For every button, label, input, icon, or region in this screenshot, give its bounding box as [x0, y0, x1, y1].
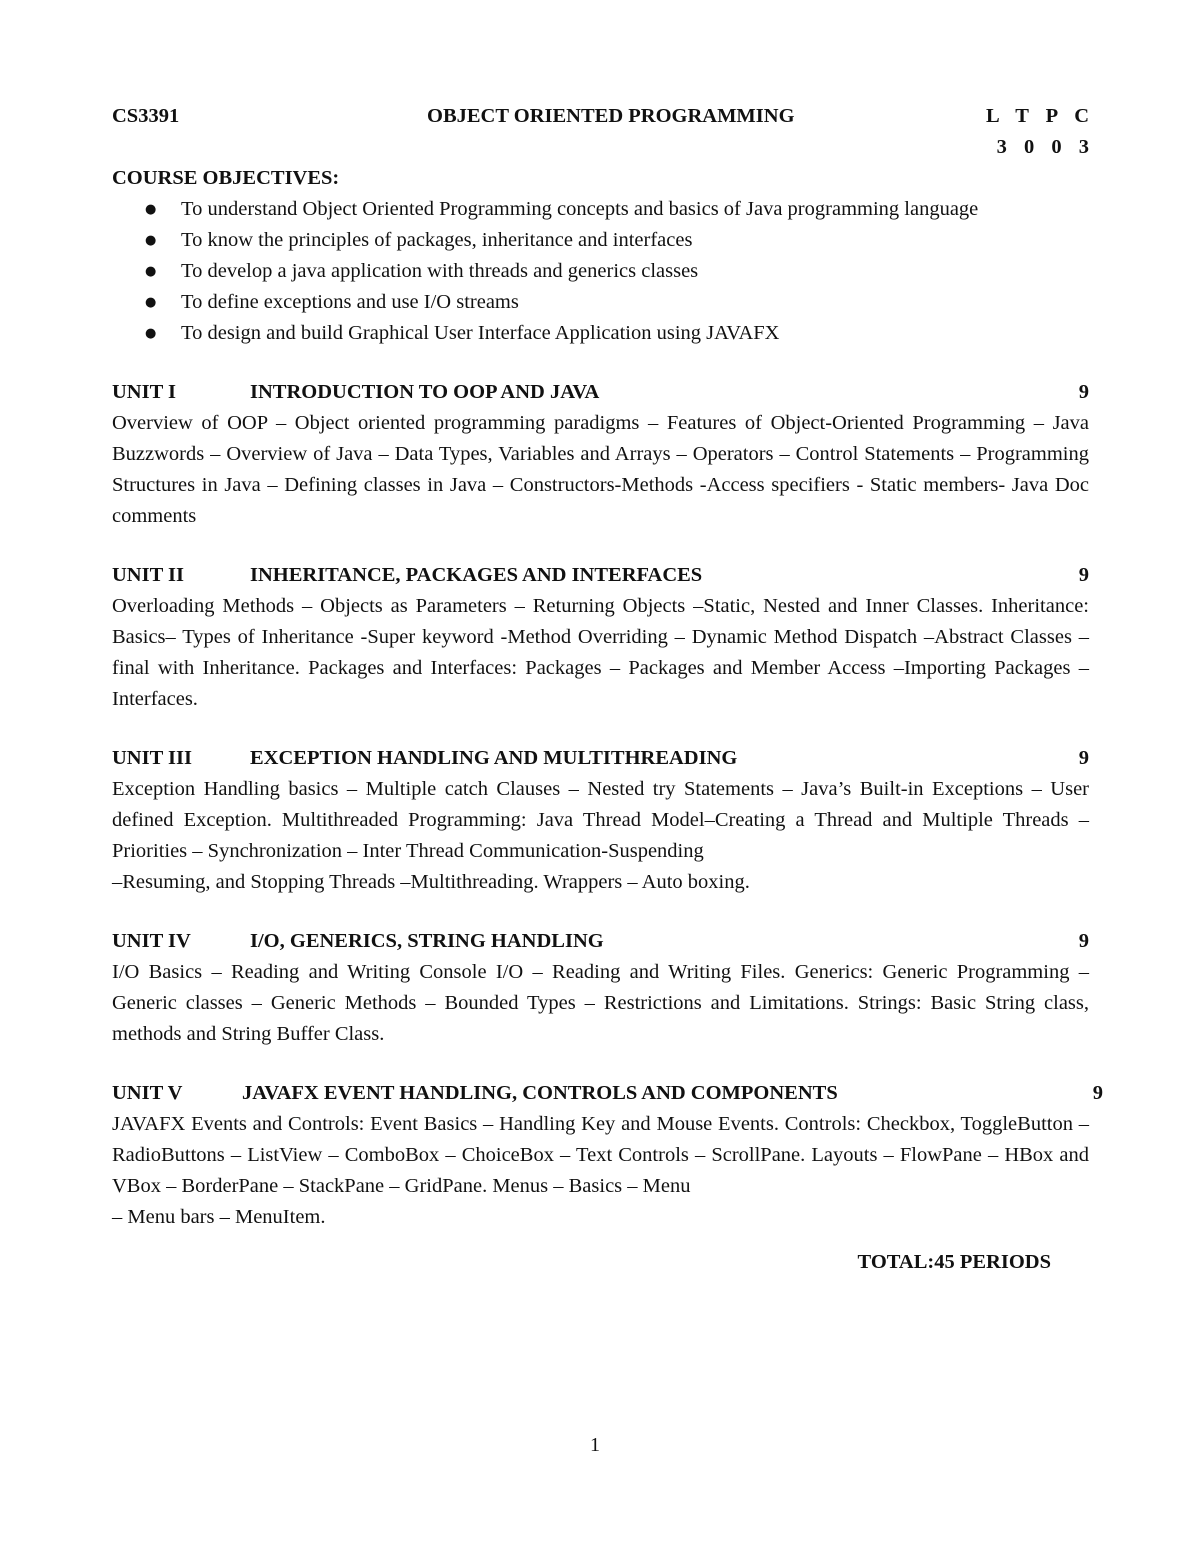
unit-title: I/O, GENERICS, STRING HANDLING [250, 930, 604, 952]
unit-heading [112, 743, 1089, 774]
objective-item: ● To design and build Graphical User Interface Application using JAVAFX [112, 318, 1089, 349]
unit-title: INTRODUCTION TO OOP AND JAVA [250, 381, 600, 403]
unit-hours: 9 [1092, 1082, 1103, 1104]
unit-title: JAVAFX EVENT HANDLING, CONTROLS AND COMPONENTS [242, 1082, 838, 1104]
total-periods [112, 1247, 1089, 1278]
objectives-heading: COURSE OBJECTIVES: [112, 167, 340, 189]
total-periods-label: TOTAL:45 PERIODS [857, 1251, 1051, 1273]
unit-heading [112, 377, 1089, 408]
unit-content [112, 591, 1089, 715]
unit-hours: 9 [1078, 930, 1089, 952]
course-code: CS3391 [112, 105, 180, 127]
unit-hours: 9 [1078, 381, 1089, 403]
course-credits: 3 0 0 3 [996, 136, 1095, 158]
unit-number: UNIT V [112, 1082, 183, 1104]
bullet-icon: ● [145, 202, 157, 217]
objective-item: ● To know the principles of packages, inheritance and interfaces [112, 225, 1089, 256]
unit-title: EXCEPTION HANDLING AND MULTITHREADING [250, 747, 738, 769]
unit-title: INHERITANCE, PACKAGES AND INTERFACES [250, 564, 703, 586]
unit-hours: 9 [1078, 564, 1089, 586]
unit-section-5 [112, 1078, 1103, 1233]
objectives-list [112, 194, 1089, 349]
bullet-icon: ● [145, 295, 157, 310]
unit-paragraph: Overview of OOP – Object oriented programming paradigms – Features of Object-Oriented Programming – Java Buzzwords – Overview of Java – Data Types, Variables and Arrays – Operators – Control Statements – Programming Structures in Java – Defining classes in Java – Constructors-Methods -Access specifiers - Static members- Java Doc comments [112, 412, 1089, 527]
unit-paragraph: Exception Handling basics – Multiple catch Clauses – Nested try Statements – Java’s Built-in Exceptions – User defined Exception. Multithreaded Programming: Java Thread Model–Creating a Thread and Multiple Threads – Priorities – Synchronization – Inter Thread Communication-Suspending [112, 778, 1089, 862]
unit-number: UNIT III [112, 747, 192, 769]
unit-number: UNIT I [112, 381, 176, 403]
unit-hours: 9 [1078, 747, 1089, 769]
unit-number: UNIT IV [112, 930, 191, 952]
ltpc-label: L T P C [985, 105, 1095, 127]
bullet-icon: ● [145, 264, 157, 279]
unit-content [112, 1109, 1089, 1233]
unit-paragraph: I/O Basics – Reading and Writing Console I/O – Reading and Writing Files. Generics: Generic Programming – Generic classes – Generic Methods – Bounded Types – Restrictions and Limitations. Strings: Basic String class, methods and String Buffer Class. [112, 961, 1089, 1045]
bullet-icon: ● [145, 326, 157, 341]
course-objectives [112, 163, 1089, 349]
unit-content [112, 957, 1089, 1050]
course-title: OBJECT ORIENTED PROGRAMMING [427, 105, 795, 127]
unit-paragraph: JAVAFX Events and Controls: Event Basics – Handling Key and Mouse Events. Controls: Checkbox, ToggleButton – RadioButtons – ListView – ComboBox – ChoiceBox – Text Controls – ScrollPane. Layouts – FlowPane – HBox and VBox – BorderPane – StackPane – GridPane. Menus – Basics – Menu [112, 1113, 1089, 1197]
objective-item: ● To develop a java application with threads and generics classes [112, 256, 1089, 287]
syllabus-page [112, 101, 1103, 1278]
objective-item: ● To define exceptions and use I/O streams [112, 287, 1089, 318]
unit-paragraph: –Resuming, and Stopping Threads –Multithreading. Wrappers – Auto boxing. [112, 871, 750, 893]
unit-number: UNIT II [112, 564, 184, 586]
unit-content [112, 408, 1089, 532]
unit-paragraph: Overloading Methods – Objects as Parameters – Returning Objects –Static, Nested and Inner Classes. Inheritance: Basics– Types of Inheritance -Super keyword -Method Overriding – Dynamic Method Dispatch –Abstract Classes – final with Inheritance. Packages and Interfaces: Packages – Packages and Member Access –Importing Packages – Interfaces. [112, 595, 1089, 710]
course-header [112, 101, 1095, 132]
unit-section-3 [112, 743, 1089, 898]
unit-heading [112, 926, 1089, 957]
unit-paragraph: – Menu bars – MenuItem. [112, 1206, 326, 1228]
page-number: 1 [590, 1434, 600, 1456]
objective-item: ● To understand Object Oriented Programming concepts and basics of Java programming language [112, 194, 1089, 225]
unit-section-4 [112, 926, 1089, 1050]
unit-heading [112, 1078, 1103, 1109]
bullet-icon: ● [145, 233, 157, 248]
unit-heading [112, 560, 1089, 591]
credits-row [112, 132, 1095, 163]
unit-content [112, 774, 1089, 898]
unit-section-2 [112, 560, 1089, 715]
unit-section-1 [112, 377, 1089, 532]
